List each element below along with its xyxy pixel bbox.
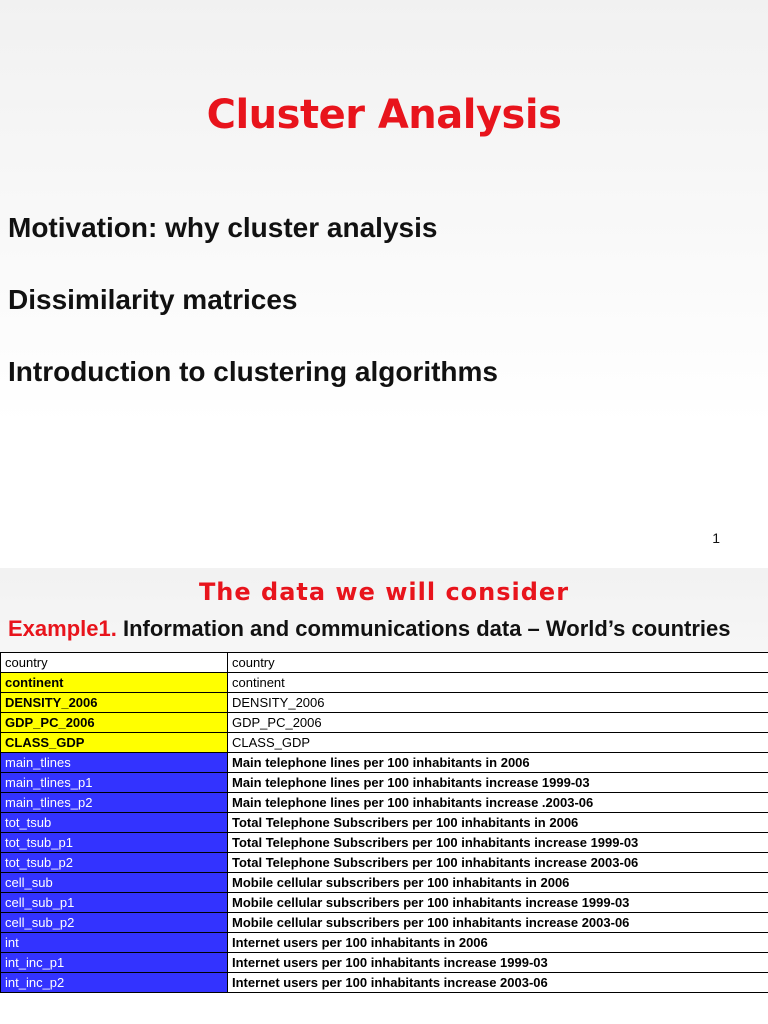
table-row	[1, 853, 768, 873]
variable-description-cell: Main telephone lines per 100 inhabitants in 2006	[228, 753, 768, 773]
slide-title: The data we will consider	[198, 578, 570, 606]
bullet-algorithms: Introduction to clustering algorithms	[8, 356, 498, 387]
table-row	[1, 653, 768, 673]
variable-name-cell: country	[1, 653, 228, 673]
table-row	[1, 713, 768, 733]
variable-description-cell: CLASS_GDP	[228, 733, 768, 753]
variable-name-cell: tot_tsub_p1	[1, 833, 228, 853]
variable-name-cell: cell_sub_p2	[1, 913, 228, 933]
variable-name-cell: cell_sub_p1	[1, 893, 228, 913]
table-row	[1, 733, 768, 753]
example-label: Example1.	[8, 616, 117, 641]
table-row	[1, 773, 768, 793]
table-row	[1, 893, 768, 913]
variable-description-cell: Total Telephone Subscribers per 100 inhabitants increase 1999-03	[228, 833, 768, 853]
variable-name-cell: DENSITY_2006	[1, 693, 228, 713]
variable-description-cell: Mobile cellular subscribers per 100 inhabitants increase 1999-03	[228, 893, 768, 913]
table-row	[1, 813, 768, 833]
table-row	[1, 933, 768, 953]
table-row	[1, 913, 768, 933]
variable-description-cell: Mobile cellular subscribers per 100 inhabitants increase 2003-06	[228, 913, 768, 933]
variable-description-cell: Main telephone lines per 100 inhabitants increase 1999-03	[228, 773, 768, 793]
table-row	[1, 833, 768, 853]
variable-name-cell: main_tlines_p2	[1, 793, 228, 813]
variable-name-cell: int_inc_p1	[1, 953, 228, 973]
variable-name-cell: int	[1, 933, 228, 953]
variable-name-cell: continent	[1, 673, 228, 693]
variable-description-cell: GDP_PC_2006	[228, 713, 768, 733]
variable-name-cell: main_tlines	[1, 753, 228, 773]
slide-2	[0, 568, 768, 1024]
slide-title: Cluster Analysis	[206, 92, 562, 138]
variable-description-cell: DENSITY_2006	[228, 693, 768, 713]
variable-description-cell: Internet users per 100 inhabitants in 2006	[228, 933, 768, 953]
variable-description-cell: Internet users per 100 inhabitants increase 1999-03	[228, 953, 768, 973]
variable-description-cell: Main telephone lines per 100 inhabitants increase .2003-06	[228, 793, 768, 813]
variable-name-cell: tot_tsub_p2	[1, 853, 228, 873]
bullet-dissimilarity: Dissimilarity matrices	[8, 284, 298, 315]
table-row	[1, 693, 768, 713]
variables-table	[0, 652, 768, 993]
variable-description-cell: Total Telephone Subscribers per 100 inhabitants increase 2003-06	[228, 853, 768, 873]
variable-description-cell: Mobile cellular subscribers per 100 inhabitants in 2006	[228, 873, 768, 893]
table-row	[1, 973, 768, 993]
variable-description-cell: Internet users per 100 inhabitants increase 2003-06	[228, 973, 768, 993]
variable-name-cell: main_tlines_p1	[1, 773, 228, 793]
variable-name-cell: CLASS_GDP	[1, 733, 228, 753]
example-text: Information and communications data – World’s countries	[116, 616, 731, 641]
variable-name-cell: GDP_PC_2006	[1, 713, 228, 733]
table-row	[1, 873, 768, 893]
variable-description-cell: Total Telephone Subscribers per 100 inhabitants in 2006	[228, 813, 768, 833]
variable-name-cell: int_inc_p2	[1, 973, 228, 993]
table-row	[1, 673, 768, 693]
bullet-motivation: Motivation: why cluster analysis	[8, 212, 438, 243]
variable-description-cell: continent	[228, 673, 768, 693]
example-heading	[8, 616, 730, 642]
page-number: 1	[712, 530, 720, 546]
table-row	[1, 793, 768, 813]
variable-name-cell: cell_sub	[1, 873, 228, 893]
variable-description-cell: country	[228, 653, 768, 673]
table-row	[1, 753, 768, 773]
variable-name-cell: tot_tsub	[1, 813, 228, 833]
table-row	[1, 953, 768, 973]
